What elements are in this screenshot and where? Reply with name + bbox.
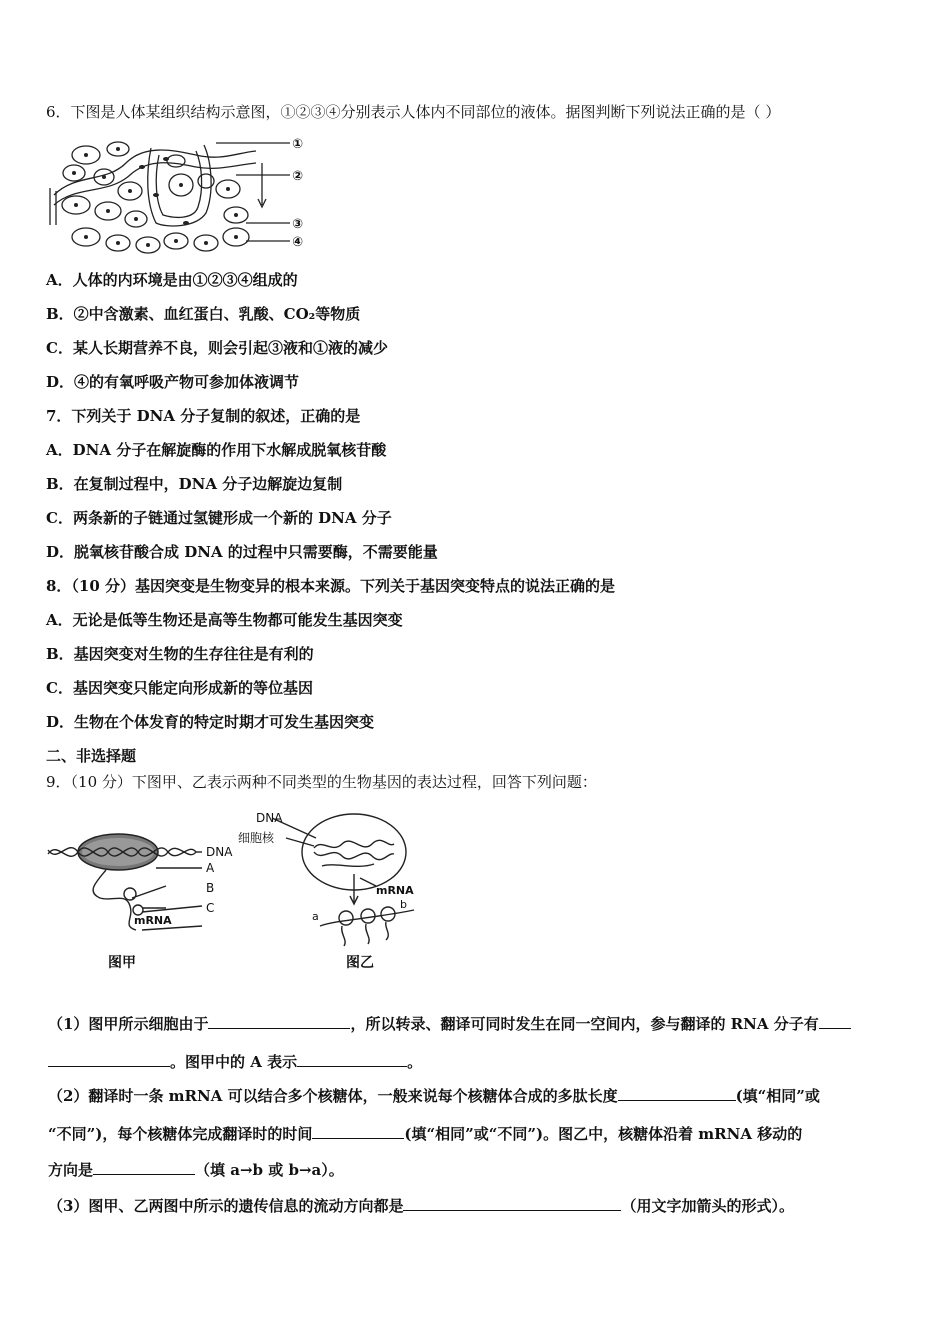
q9-p2-text-d: (填“相同”或“不同”)。图乙中，核糖体沿着 mRNA 移动的 [404, 1125, 803, 1143]
q8-stem: 8．（10 分）基因突变是生物变异的根本来源。下列关于基因突变特点的说法正确的是 [46, 577, 616, 595]
jia-label-dna: DNA [206, 845, 233, 859]
q6-option-b: B．②中含激素、血红蛋白、乳酸、CO₂等物质 [46, 305, 361, 323]
q9-part1-line1 [48, 1014, 851, 1034]
q6-option-d: D．④的有氧呼吸产物可参加体液调节 [46, 373, 300, 391]
answer-blank-7[interactable] [403, 1196, 621, 1211]
q9-p1-text-a: （1）图甲所示细胞由于 [48, 1015, 209, 1033]
jia-label-mrna: mRNA [134, 914, 172, 927]
jia-label-b: B [206, 881, 215, 895]
q9-p1-text-c: 。图甲中的 A 表示 [170, 1053, 298, 1071]
q7-stem: 7．下列关于 DNA 分子复制的叙述，正确的是 [46, 407, 361, 425]
q9-figure-jia [46, 822, 246, 952]
q9-part2-line3 [48, 1160, 344, 1180]
q8-option-b: B．基因突变对生物的生存往往是有利的 [46, 645, 314, 663]
q9-p2-text-c: “不同”)，每个核糖体完成翻译时的时间 [48, 1125, 313, 1143]
yi-label-mrna: mRNA [376, 884, 414, 897]
yi-label-nucleus: 细胞核 [238, 831, 275, 845]
q9-part2-line1 [48, 1086, 820, 1106]
label-3: ③ [292, 217, 304, 232]
label-1: ① [292, 137, 304, 152]
q9-p2-text-f: （填 a→b 或 b→a）。 [195, 1161, 344, 1179]
q8-option-c: C．基因突变只能定向形成新的等位基因 [46, 679, 313, 697]
answer-blank-6[interactable] [93, 1160, 195, 1175]
q9-part1-line2 [48, 1052, 422, 1072]
q9-figure-yi [236, 808, 436, 948]
q9-part3-line1 [48, 1196, 794, 1216]
jia-label-c: C [206, 901, 215, 915]
answer-blank-2b[interactable] [48, 1052, 170, 1067]
yi-label-dna: DNA [256, 811, 283, 825]
q7-option-c: C．两条新的子链通过氢键形成一个新的 DNA 分子 [46, 509, 392, 527]
answer-blank-5[interactable] [312, 1124, 404, 1139]
answer-blank-3[interactable] [297, 1052, 407, 1067]
q7-option-b: B．在复制过程中，DNA 分子边解旋边复制 [46, 475, 343, 493]
q9-p2-text-b: (填“相同”或 [735, 1087, 820, 1105]
q8-option-d: D．生物在个体发育的特定时期才可发生基因突变 [46, 713, 375, 731]
q9-p3-text-b: （用文字加箭头的形式）。 [621, 1197, 794, 1215]
q9-p1-text-d: 。 [407, 1053, 423, 1071]
caption-jia: 图甲 [108, 955, 136, 971]
answer-blank-1[interactable] [208, 1014, 350, 1029]
q9-p3-text-a: （3）图甲、乙两图中所示的遗传信息的流动方向都是 [48, 1197, 404, 1215]
section-heading: 二、非选择题 [46, 747, 137, 765]
q9-p2-text-e: 方向是 [48, 1161, 94, 1179]
q9-stem: 9．（10 分）下图甲、乙表示两种不同类型的生物基因的表达过程，回答下列问题： [46, 773, 597, 791]
q6-option-a: A．人体的内环境是由①②③④组成的 [46, 271, 298, 289]
q8-option-a: A．无论是低等生物还是高等生物都可能发生基因突变 [46, 611, 403, 629]
jia-label-a: A [206, 861, 215, 875]
q9-part2-line2 [48, 1124, 802, 1144]
q9-p1-text-b: ，所以转录、翻译可同时发生在同一空间内，参与翻译的 RNA 分子有 [350, 1015, 819, 1033]
answer-blank-2a[interactable] [819, 1014, 851, 1029]
yi-label-a: a [312, 910, 319, 923]
q7-option-a: A．DNA 分子在解旋酶的作用下水解成脱氧核苷酸 [46, 441, 387, 459]
label-4: ④ [292, 235, 304, 250]
q6-tissue-diagram [46, 133, 316, 261]
q6-option-c: C．某人长期营养不良，则会引起③液和①液的减少 [46, 339, 388, 357]
q6-stem: 6．下图是人体某组织结构示意图，①②③④分别表示人体内不同部位的液体。据图判断下列说法正确的是（ ） [46, 103, 781, 121]
q9-p2-text-a: （2）翻译时一条 mRNA 可以结合多个核糖体，一般来说每个核糖体合成的多肽长度 [48, 1087, 618, 1105]
yi-label-b: b [400, 898, 407, 911]
answer-blank-4[interactable] [618, 1086, 736, 1101]
caption-yi: 图乙 [346, 955, 374, 971]
label-2: ② [292, 169, 304, 184]
q7-option-d: D．脱氧核苷酸合成 DNA 的过程中只需要酶，不需要能量 [46, 543, 438, 561]
